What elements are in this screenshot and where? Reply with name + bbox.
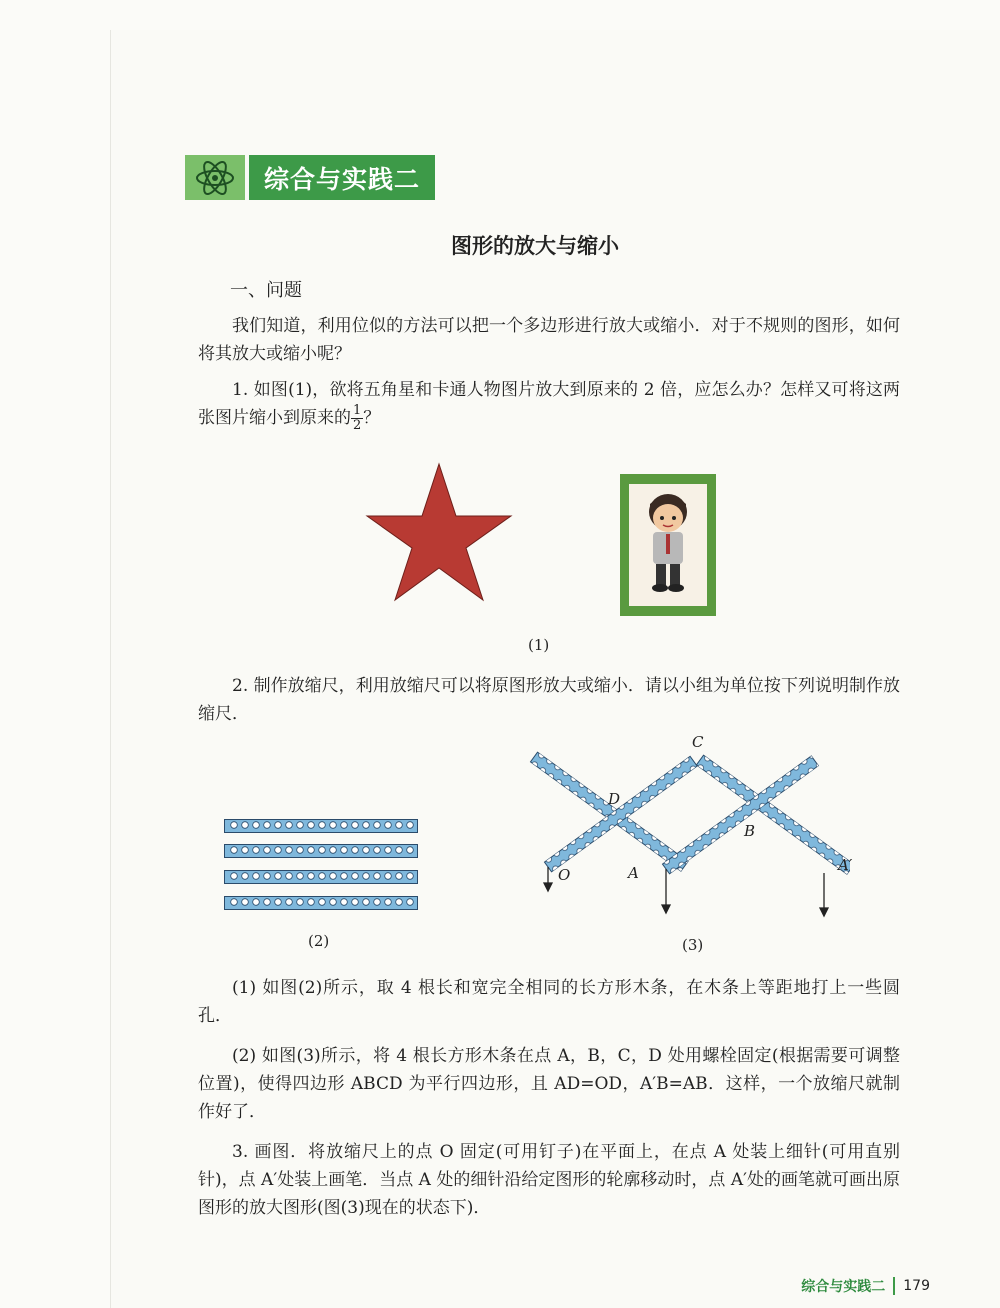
figure-3-caption: (3): [682, 936, 704, 954]
page-footer: [801, 1276, 930, 1296]
step-2-text: (2) 如图(3)所示，将 4 根长方形木条在点 A，B，C，D 处用螺栓固定(根据需要可调整位置)，使得四边形 ABCD 为平行四边形，且 AD=OD，A′B=AB．这样，一个放缩尺就制作好了．: [198, 1046, 900, 1122]
page-number: 179: [903, 1278, 930, 1294]
fraction-half: $\frac{1}{2}$: [353, 403, 362, 433]
question-3: [198, 1138, 900, 1222]
step-1: [198, 974, 900, 1030]
atom-icon: [185, 155, 245, 200]
footer-chapter: 综合与实践二: [801, 1279, 886, 1295]
star-figure: [365, 462, 513, 602]
cartoon-person-picture: [620, 474, 716, 616]
question-3-text: 3. 画图．将放缩尺上的点 O 固定(可用钉子)在平面上，在点 A 处装上细针(可用直别针)，点 A′处装上画笔．当点 A 处的细针沿给定图形的轮廓移动时，点 A′处的画笔就可画出原图形的放大图形(图(3)现在的状态下)．: [198, 1142, 900, 1218]
banner-title: 综合与实践二: [249, 155, 435, 200]
label-a: A: [628, 864, 639, 882]
step-1-text: (1) 如图(2)所示，取 4 根长和宽完全相同的长方形木条，在木条上等距地打上一些圆孔．: [198, 978, 900, 1026]
section-heading: 一、问题: [230, 280, 302, 301]
intro-text: 我们知道，利用位似的方法可以把一个多边形进行放大或缩小．对于不规则的图形，如何将其放大或缩小呢？: [198, 316, 900, 364]
pantograph-figure: [520, 735, 853, 920]
intro-paragraph: [198, 312, 900, 368]
question-1-text: 1. 如图(1)，欲将五角星和卡通人物图片放大到原来的 2 倍，应怎么办？怎样又可将这两张图片缩小到原来的: [198, 380, 900, 428]
page-title: 图形的放大与缩小: [451, 234, 619, 258]
label-a-prime: A′: [838, 856, 853, 874]
label-c: C: [692, 733, 704, 751]
question-2: [198, 672, 900, 728]
label-o: O: [558, 866, 571, 884]
question-2-text: 2. 制作放缩尺，利用放缩尺可以将原图形放大或缩小．请以小组为单位按下列说明制作放缩尺．: [198, 676, 900, 724]
section-banner: [185, 155, 435, 200]
question-1-end: ？: [363, 408, 381, 428]
label-b: B: [744, 822, 756, 840]
step-2: [198, 1042, 900, 1126]
figure-2-caption: (2): [308, 932, 330, 950]
strip-holes: [224, 819, 418, 911]
question-1: [198, 376, 900, 433]
figure-1-caption: (1): [528, 636, 550, 654]
footer-divider: [893, 1277, 895, 1295]
label-d: D: [608, 790, 621, 808]
